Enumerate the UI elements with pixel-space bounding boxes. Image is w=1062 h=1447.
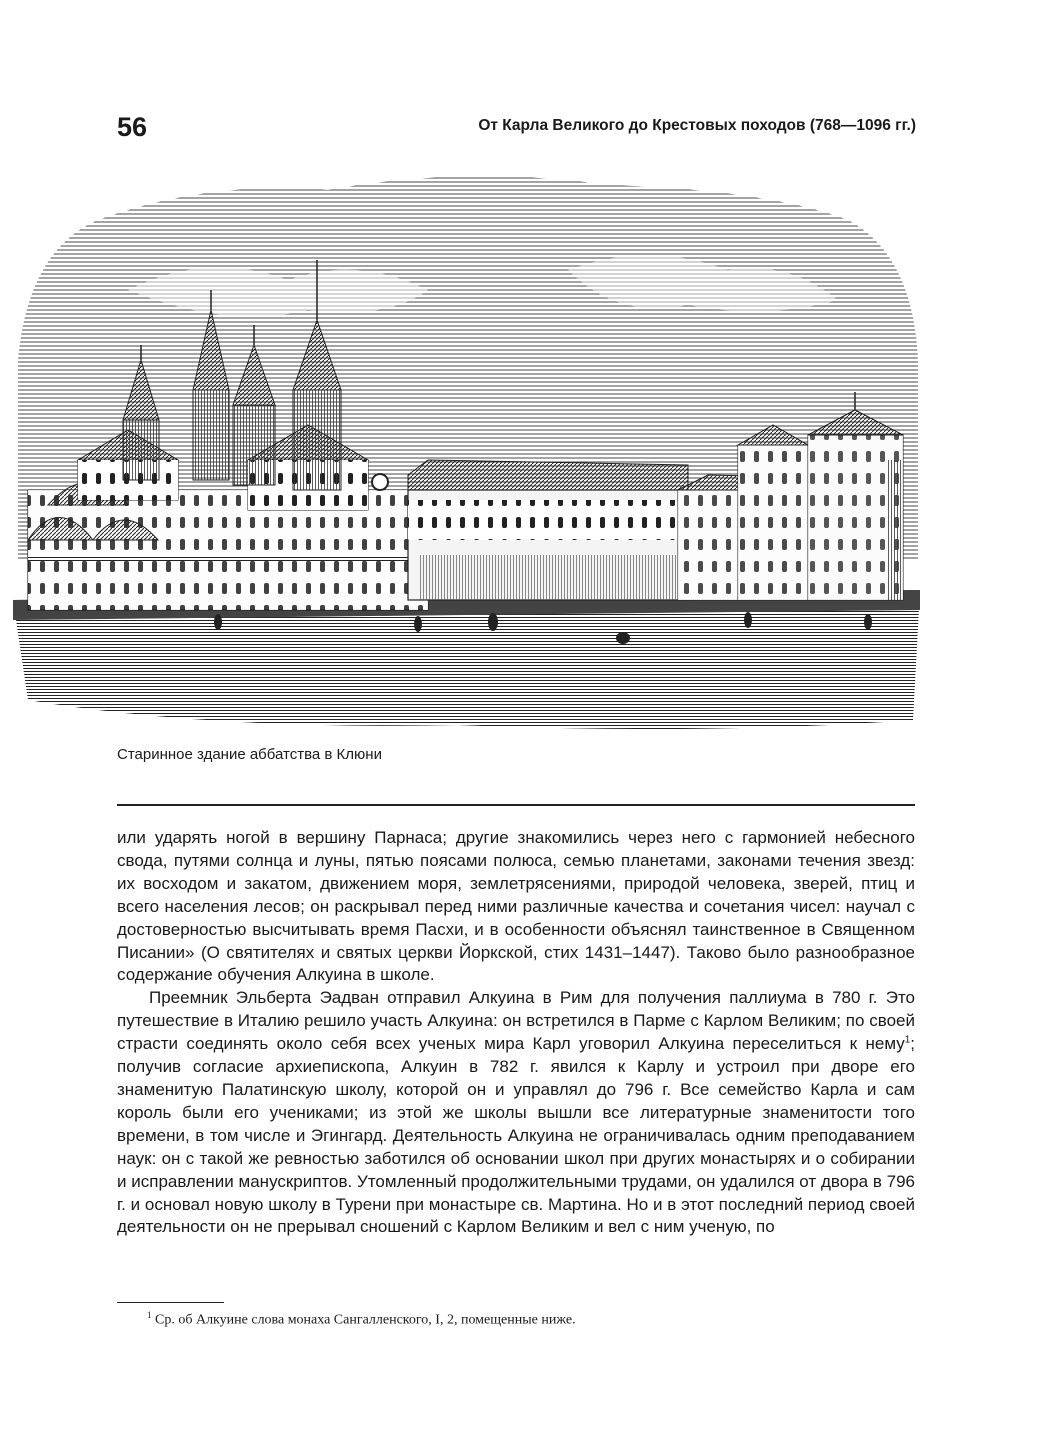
divider-rule [117, 804, 915, 806]
figure-caption: Старинное здание аббатства в Клюни [117, 746, 382, 763]
paragraph-text: Преемник Эльберта Эадван отправил Алкуина в Рим для получения паллиума в 780 г. Это путешествие в Италию решило участь Алкуина: он встретился в Парме с Карлом Великим; по своей страсти соединять около себя всех ученых мира Карл уговорил Алкуина переселиться к нему [117, 988, 915, 1054]
footnote-marker: 1 [147, 1310, 152, 1320]
paragraph-text: ; получив согласие архиепископа, Алкуин в 782 г. явился к Карлу и устроил при дворе его знаменитую Палатинскую школу, которой он и управлял до 796 г. Все семейство Карла и сам король были его учениками; из этой же школы вышли все литературные знаменитости того времени, в том числе и Эгингард. Деятельность Алкуина не ограничивалась одним преподаванием наук: он с такой же ревностью заботился об основании школ при других монастырях и о собирании и исправлении манускриптов. Утомленный продолжительными трудами, он удалился от двора в 796 г. и основал новую школу в Турени при монастыре св. Мартина. Но и в этот последний период своей деятельности он не прерывал сношений с Карлом Великим и вел с ним ученую, по [117, 1034, 915, 1237]
paragraph [117, 987, 915, 1239]
footnote-divider [117, 1302, 224, 1303]
paragraph: или ударять ногой в вершину Парнаса; другие знакомились через него с гармонией небесного свода, путями солнца и луны, пятью поясами полюса, семью планетами, законами течения звезд: их восходом и закатом, движением моря, землетрясениями, природой человека, зверей, птиц и всего населения лесов; он раскрывал перед ними различные качества и сочетания чисел: научал с достоверностью высчитывать время Пасхи, и в особенности объяснял таинственное в Священном Писании» (О святителях и святых церкви Йоркской, стих 1431–1447). Таково было разнообразное содержание обучения Алкуина в школе. [117, 828, 915, 985]
footnote-reference[interactable]: 1 [904, 1034, 911, 1046]
engraving-illustration [8, 160, 920, 730]
page-number: 56 [117, 112, 148, 142]
main-text [117, 827, 915, 1239]
footnote [147, 1310, 576, 1329]
running-title: От Карла Великого до Крестовых походов (768—1096 гг.) [478, 117, 916, 134]
footnote-text: Ср. об Алкуине слова монаха Сангалленского, I, 2, помещенные ниже. [155, 1312, 576, 1328]
